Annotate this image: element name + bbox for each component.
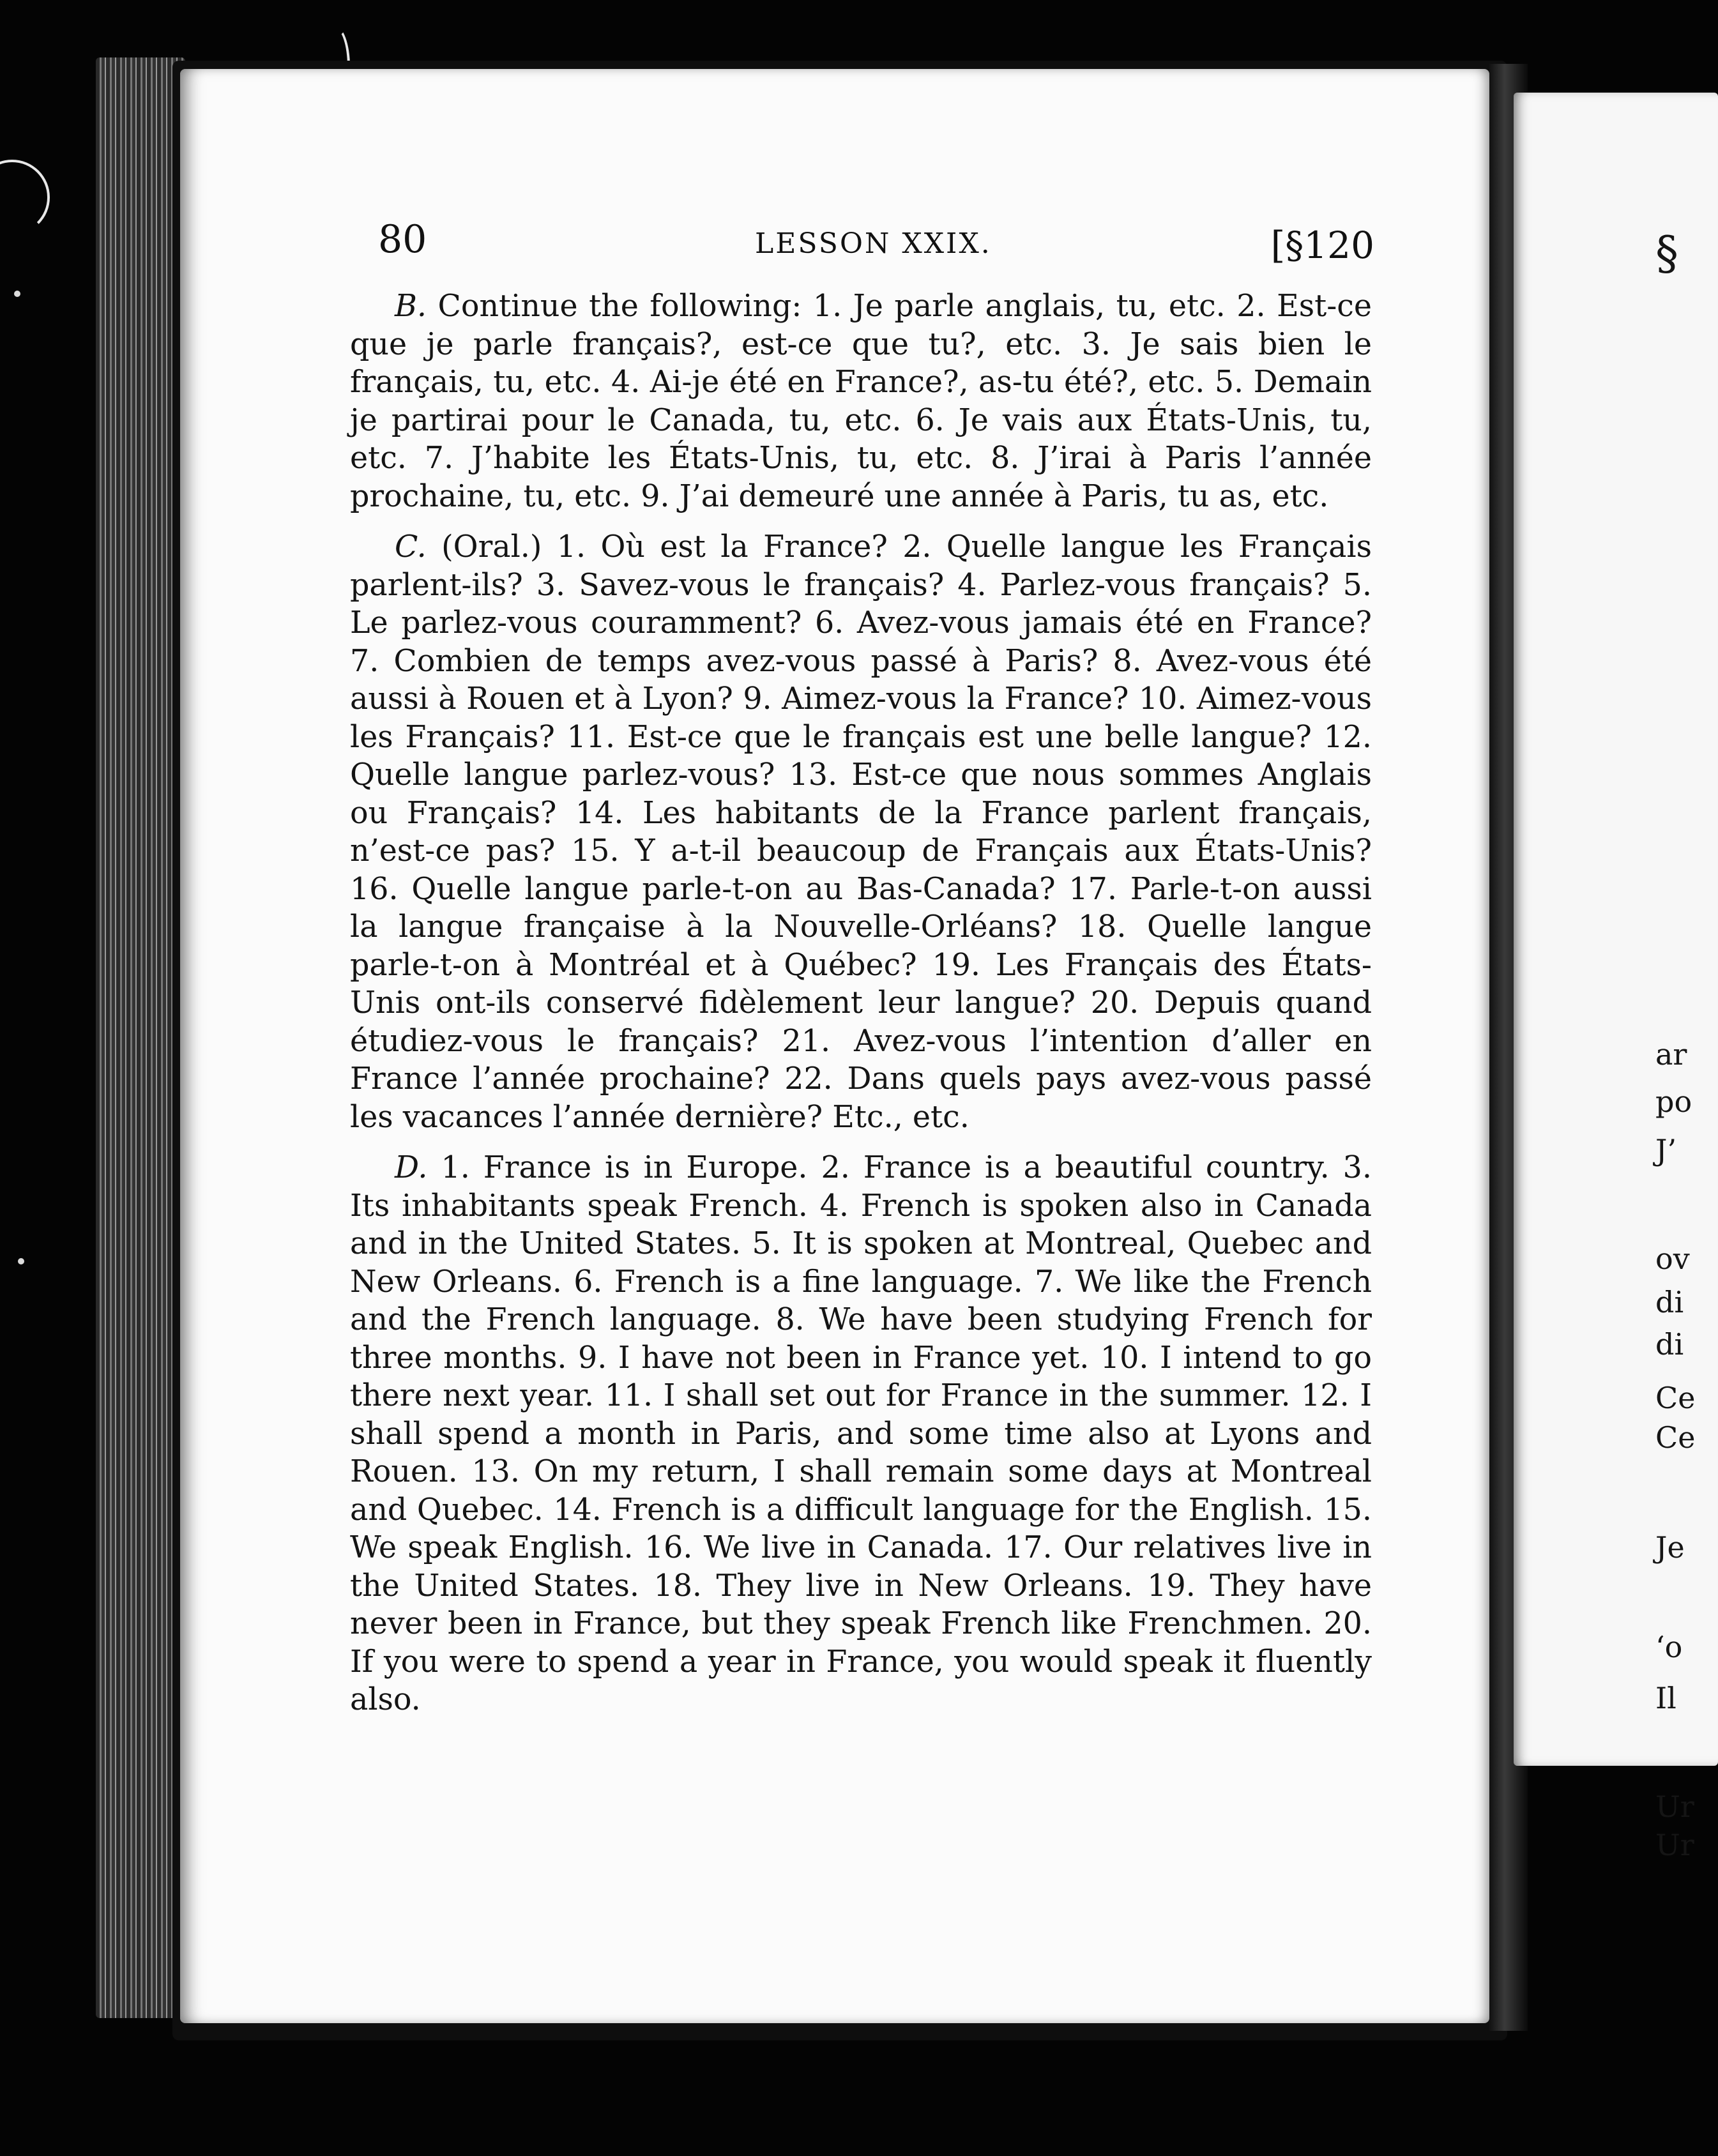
scan-speck — [18, 1258, 24, 1264]
running-title: LESSON XXIX. — [755, 227, 992, 260]
facing-page-fragment: ar — [1655, 1037, 1687, 1072]
facing-page-fragment: J’ — [1655, 1133, 1677, 1167]
exercise-label: B. — [395, 289, 427, 324]
exercise-text — [350, 287, 1372, 1719]
section-mark: [§120 — [1270, 224, 1374, 267]
facing-page-fragment: Ur — [1655, 1789, 1694, 1824]
facing-page-fragment: di — [1655, 1327, 1684, 1362]
book-page-edges — [96, 57, 185, 2018]
exercise-label: D. — [395, 1150, 428, 1185]
exercise-label: C. — [395, 529, 427, 565]
facing-page — [1514, 93, 1718, 1766]
facing-page-fragment: Ce — [1655, 1420, 1696, 1455]
exercise-body: 1. France is in Europe. 2. France is a beautiful country. 3. Its inhabitants speak French. 4. French is spoken also in Canada and in the United States. 5. It is spoken at Montreal, Quebec and New Orleans. 6. French is a fine language. 7. We like the French and the French language. 8. We have been studying French for three months. 9. I have not been in France yet. 10. I intend to go there next year. 11. I shall set out for France in the summer. 12. I shall spend a month in Paris, and some time also at Lyons and Rouen. 13. On my return, I shall remain some days at Montreal and Quebec. 14. French is a difficult language for the English. 15. We speak English. 16. We live in Canada. 17. Our relatives live in the United States. 18. They live in New Orleans. 19. They have never been in France, but they speak French like Frenchmen. 20. If you were to spend a year in France, you would speak it fluently also. — [350, 1150, 1372, 1717]
facing-page-fragment: ‘o — [1655, 1630, 1683, 1664]
exercise-b — [350, 287, 1372, 515]
exercise-c — [350, 528, 1372, 1136]
facing-page-fragment: Il — [1655, 1681, 1676, 1715]
facing-page-fragment: Ce — [1655, 1381, 1696, 1415]
exercise-body: (Oral.) 1. Où est la France? 2. Quelle langue les Français parlent-ils? 3. Savez-vous le français? 4. Parlez-vous français? 5. Le parlez-vous couramment? 6. Avez-vous jamais été en France? 7. Combien de temps avez-vous passé à Paris? 8. Avez-vous été aussi à Rouen et à Lyon? 9. Aimez-vous la France? 10. Aimez-vous les Français? 11. Est-ce que le français est une belle langue? 12. Quelle langue parlez-vous? 13. Est-ce que nous sommes Anglais ou Français? 14. Les habitants de la France parlent français, n’est-ce pas? 15. Y a-t-il beaucoup de Français aux États-Unis? 16. Quelle langue parle-t-on au Bas-Canada? 17. Parle-t-on aussi la langue française à la Nouvelle-Orléans? 18. Quelle langue parle-t-on à Montréal et à Québec? 19. Les Français des États-Unis ont-ils conservé fidèlement leur langue? 20. Depuis quand étudiez-vous le français? 21. Avez-vous l’intention d’aller en France l’année prochaine? 22. Dans quels pays avez-vous passé les vacances l’année dernière? Etc., etc. — [350, 529, 1372, 1135]
scan-speck — [14, 291, 20, 297]
facing-page-fragment: Ur — [1655, 1828, 1694, 1862]
facing-page-fragment: Je — [1655, 1530, 1685, 1565]
exercise-body: Continue the following: 1. Je parle anglais, tu, etc. 2. Est-ce que je parle français?, est-ce que tu?, etc. 3. Je sais bien le français, tu, etc. 4. Ai-je été en France?, as-tu été?, etc. 5. Demain je partirai pour le Canada, tu, etc. 6. Je vais aux États-Unis, tu, etc. 7. J’habite les États-Unis, tu, etc. 8. J’irai à Paris l’année prochaine, tu, etc. 9. J’ai demeuré une année à Paris, tu as, etc. — [350, 289, 1372, 514]
exercise-d — [350, 1149, 1372, 1719]
facing-page-fragment: ov — [1655, 1241, 1690, 1276]
page-number: 80 — [378, 217, 427, 262]
page-header — [378, 217, 1374, 275]
facing-page-fragment: po — [1655, 1084, 1692, 1119]
facing-page-fragment: § — [1655, 226, 1678, 280]
facing-page-fragment: di — [1655, 1285, 1684, 1319]
scan-smudge — [0, 160, 50, 235]
